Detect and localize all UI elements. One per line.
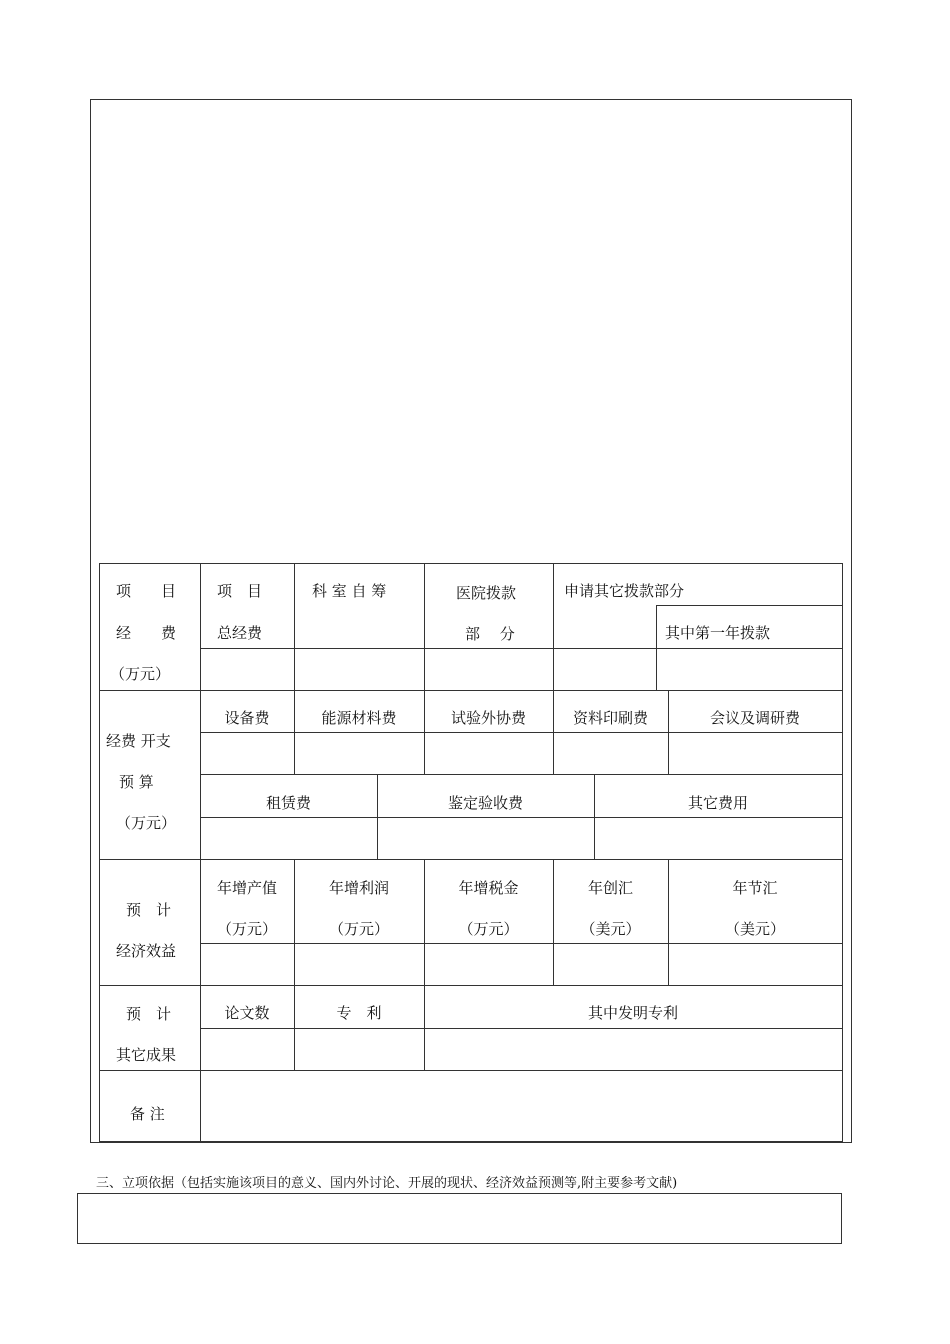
rule: [99, 985, 842, 986]
rule: [294, 563, 295, 690]
rule: [99, 563, 100, 1142]
budget-label-line1: 经费 开支: [106, 732, 171, 750]
rule: [99, 1070, 842, 1071]
papers-count-label: 论文数: [224, 1004, 270, 1022]
funding-label-line1: 项 目: [116, 582, 177, 600]
rule: [200, 732, 842, 733]
patents-label: 专 利: [336, 1004, 382, 1022]
other-cost-label: 其它费用: [687, 794, 748, 812]
other-funding-label: 申请其它拨款部分: [564, 582, 685, 600]
rule: [424, 690, 425, 774]
dept-self-funding-label: 科 室 自 筹: [312, 582, 387, 600]
profit-unit: （万元）: [328, 920, 389, 938]
tax-unit: （万元）: [458, 920, 519, 938]
forex-saved-unit: （美元）: [724, 920, 785, 938]
rule: [656, 605, 842, 606]
rule: [294, 690, 295, 774]
funding-label-line3: （万元）: [110, 665, 171, 683]
outsourcing-test-cost-label: 试验外协费: [450, 709, 526, 727]
profit-label: 年增利润: [328, 879, 389, 897]
total-funding-label-line1: 项 目: [217, 582, 263, 600]
rule: [656, 605, 657, 690]
project-basis-field[interactable]: [77, 1193, 842, 1244]
hospital-funding-label-line2: 部 分: [465, 625, 515, 643]
rule: [200, 563, 201, 1142]
results-label-line2: 其它成果: [116, 1046, 177, 1064]
rule: [200, 817, 842, 818]
results-label-line1: 预 计: [126, 1005, 172, 1023]
invention-patents-label: 其中发明专利: [587, 1004, 678, 1022]
funding-label-line2: 经 费: [116, 624, 177, 642]
forex-earned-unit: （美元）: [580, 920, 641, 938]
rule: [553, 563, 554, 690]
section-3-title: 三、立项依据（包括实施该项目的意义、国内外讨论、开展的现状、经济效益预测等,附主要参考文献): [96, 1176, 678, 1191]
budget-label-line2: 预 算: [119, 773, 154, 791]
outer-frame: [90, 99, 852, 1143]
tax-label: 年增税金: [458, 879, 519, 897]
rule: [99, 859, 842, 860]
equipment-cost-label: 设备费: [224, 709, 270, 727]
total-funding-label-line2: 总经费: [217, 624, 263, 642]
rule: [553, 690, 554, 774]
benefit-label-line1: 预 计: [126, 901, 172, 919]
rule: [424, 985, 425, 1070]
rule: [200, 774, 842, 775]
budget-label-line3: （万元）: [116, 814, 177, 832]
rule: [99, 690, 842, 691]
hospital-funding-label-line1: 医院拨款: [456, 584, 517, 602]
output-value-label: 年增产值: [216, 879, 277, 897]
rule: [594, 774, 595, 859]
first-year-funding-label: 其中第一年拨款: [665, 624, 771, 642]
rule: [377, 774, 378, 859]
rule: [668, 690, 669, 774]
benefit-label-line2: 经济效益: [116, 942, 177, 960]
meeting-research-cost-label: 会议及调研费: [709, 709, 800, 727]
output-value-unit: （万元）: [216, 920, 277, 938]
printing-cost-label: 资料印刷费: [572, 709, 648, 727]
energy-material-cost-label: 能源材料费: [321, 709, 397, 727]
forex-saved-label: 年节汇: [732, 879, 778, 897]
rule: [200, 943, 842, 944]
forex-earned-label: 年创汇: [587, 879, 633, 897]
remarks-label: 备 注: [130, 1105, 165, 1123]
rental-cost-label: 租赁费: [265, 794, 311, 812]
rule: [294, 985, 295, 1070]
appraisal-cost-label: 鉴定验收费: [447, 794, 523, 812]
rule: [424, 563, 425, 690]
rule: [99, 1141, 842, 1142]
rule: [99, 563, 842, 564]
rule: [842, 563, 843, 1142]
rule: [200, 1028, 842, 1029]
rule: [200, 648, 842, 649]
